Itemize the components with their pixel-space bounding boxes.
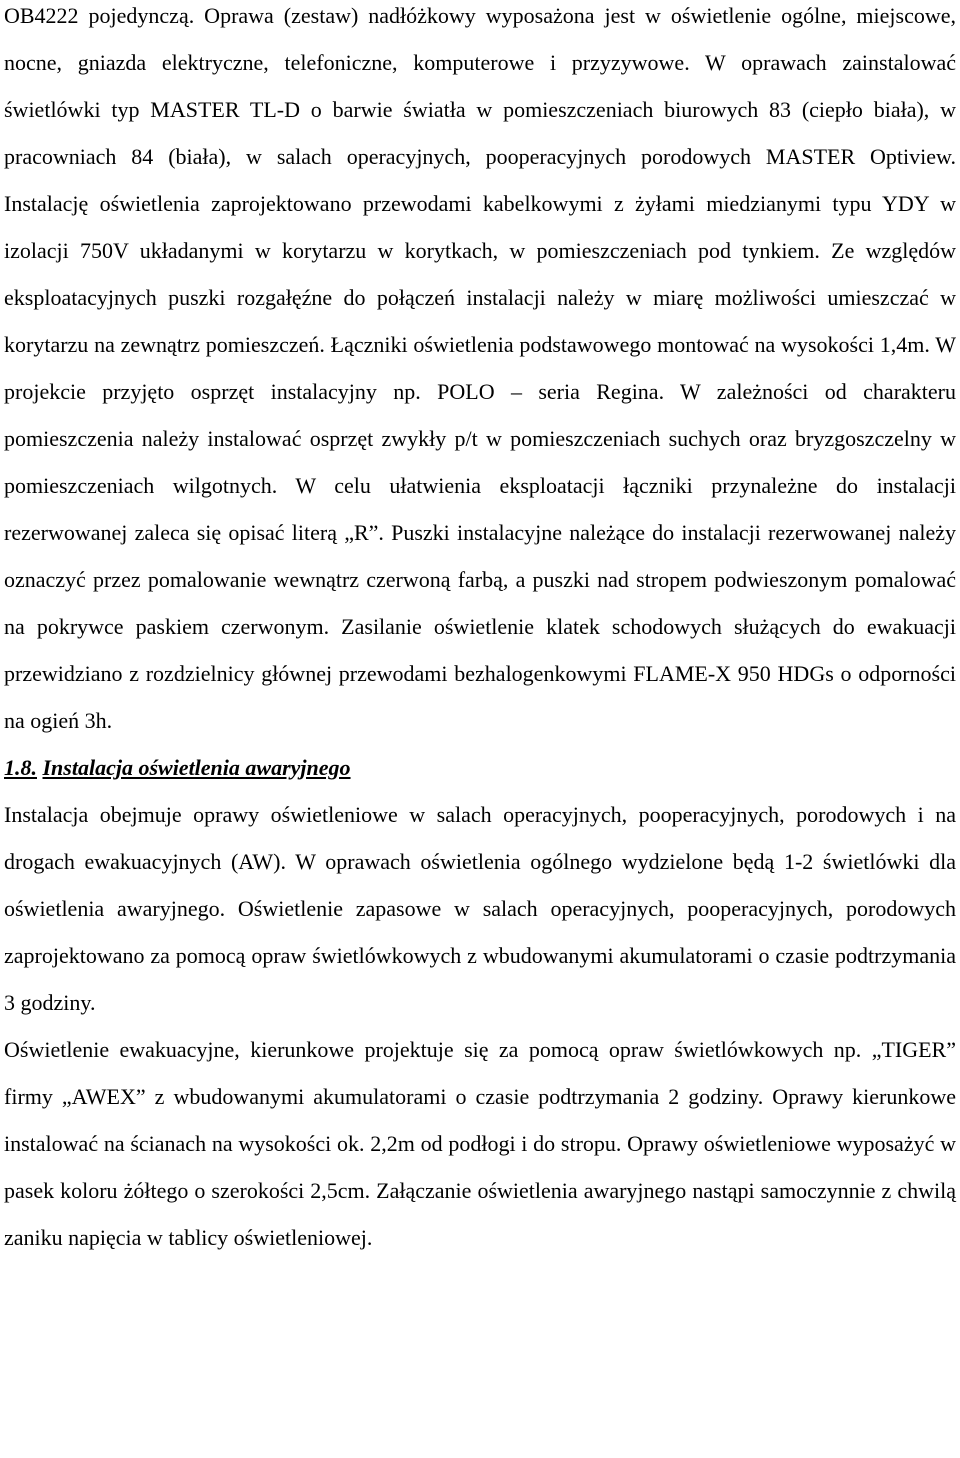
section-title: Instalacja oświetlenia awaryjnego (42, 755, 351, 780)
paragraph-lighting-fixtures: OB4222 pojedynczą. Oprawa (zestaw) nadłóżkowy wyposażona jest w oświetlenie ogólne, miejscowe, nocne, gniazda elektryczne, telefoniczne, komputerowe i przyzywowe. W oprawach zainstalować świetlówki typ MASTER TL-D o barwie światła w pomieszczeniach biurowych 83 (ciepło biała), w pracowniach 84 (biała), w salach operacyjnych, pooperacyjnych porodowych MASTER Optiview. Instalację oświetlenia zaprojektowano przewodami kabelkowymi z żyłami miedzianymi typu YDY w izolacji 750V układanymi w korytarzu w korytkach, w pomieszczeniach pod tynkiem. Ze względów eksploatacyjnych puszki rozgałęźne do połączeń instalacji należy w miarę możliwości umieszczać w korytarzu na zewnątrz pomieszczeń. Łączniki oświetlenia podstawowego montować na wysokości 1,4m. W projekcie przyjęto osprzęt instalacyjny np. POLO – seria Regina. W zależności od charakteru pomieszczenia należy instalować osprzęt zwykły p/t w pomieszczeniach suchych oraz bryzgoszczelny w pomieszczeniach wilgotnych. W celu ułatwienia eksploatacji łączniki przynależne do instalacji rezerwowanej zaleca się opisać literą „R”. Puszki instalacyjne należące do instalacji rezerwowanej należy oznaczyć przez pomalowanie wewnątrz czerwoną farbą, a puszki nad stropem podwieszonym pomalować na pokrywce paskiem czerwonym. Zasilanie oświetlenie klatek schodowych służących do ewakuacji przewidziano z rozdzielnicy głównej przewodami bezhalogenkowymi FLAME-X 950 HDGs o odporności na ogień 3h. (4, 3, 956, 733)
section-number: 1.8. (4, 755, 37, 780)
section-heading (4, 744, 956, 791)
document-page (4, 0, 956, 1261)
paragraph-evacuation-lighting: Oświetlenie ewakuacyjne, kierunkowe projektuje się za pomocą opraw świetlówkowych np. „TIGER” firmy „AWEX” z wbudowanymi akumulatorami o czasie podtrzymania 2 godziny. Oprawy kierunkowe instalować na ścianach na wysokości ok. 2,2m od podłogi i do stropu. Oprawy oświetleniowe wyposażyć w pasek koloru żółtego o szerokości 2,5cm. Załączanie oświetlenia awaryjnego nastąpi samoczynnie z chwilą zaniku napięcia w tablicy oświetleniowej. (4, 1037, 956, 1250)
paragraph-emergency-scope: Instalacja obejmuje oprawy oświetleniowe w salach operacyjnych, pooperacyjnych, porodowych i na drogach ewakuacyjnych (AW). W oprawach oświetlenia ogólnego wydzielone będą 1-2 świetlówki dla oświetlenia awaryjnego. Oświetlenie zapasowe w salach operacyjnych, pooperacyjnych, porodowych zaprojektowano za pomocą opraw świetlówkowych z wbudowanymi akumulatorami o czasie podtrzymania 3 godziny. (4, 802, 956, 1015)
